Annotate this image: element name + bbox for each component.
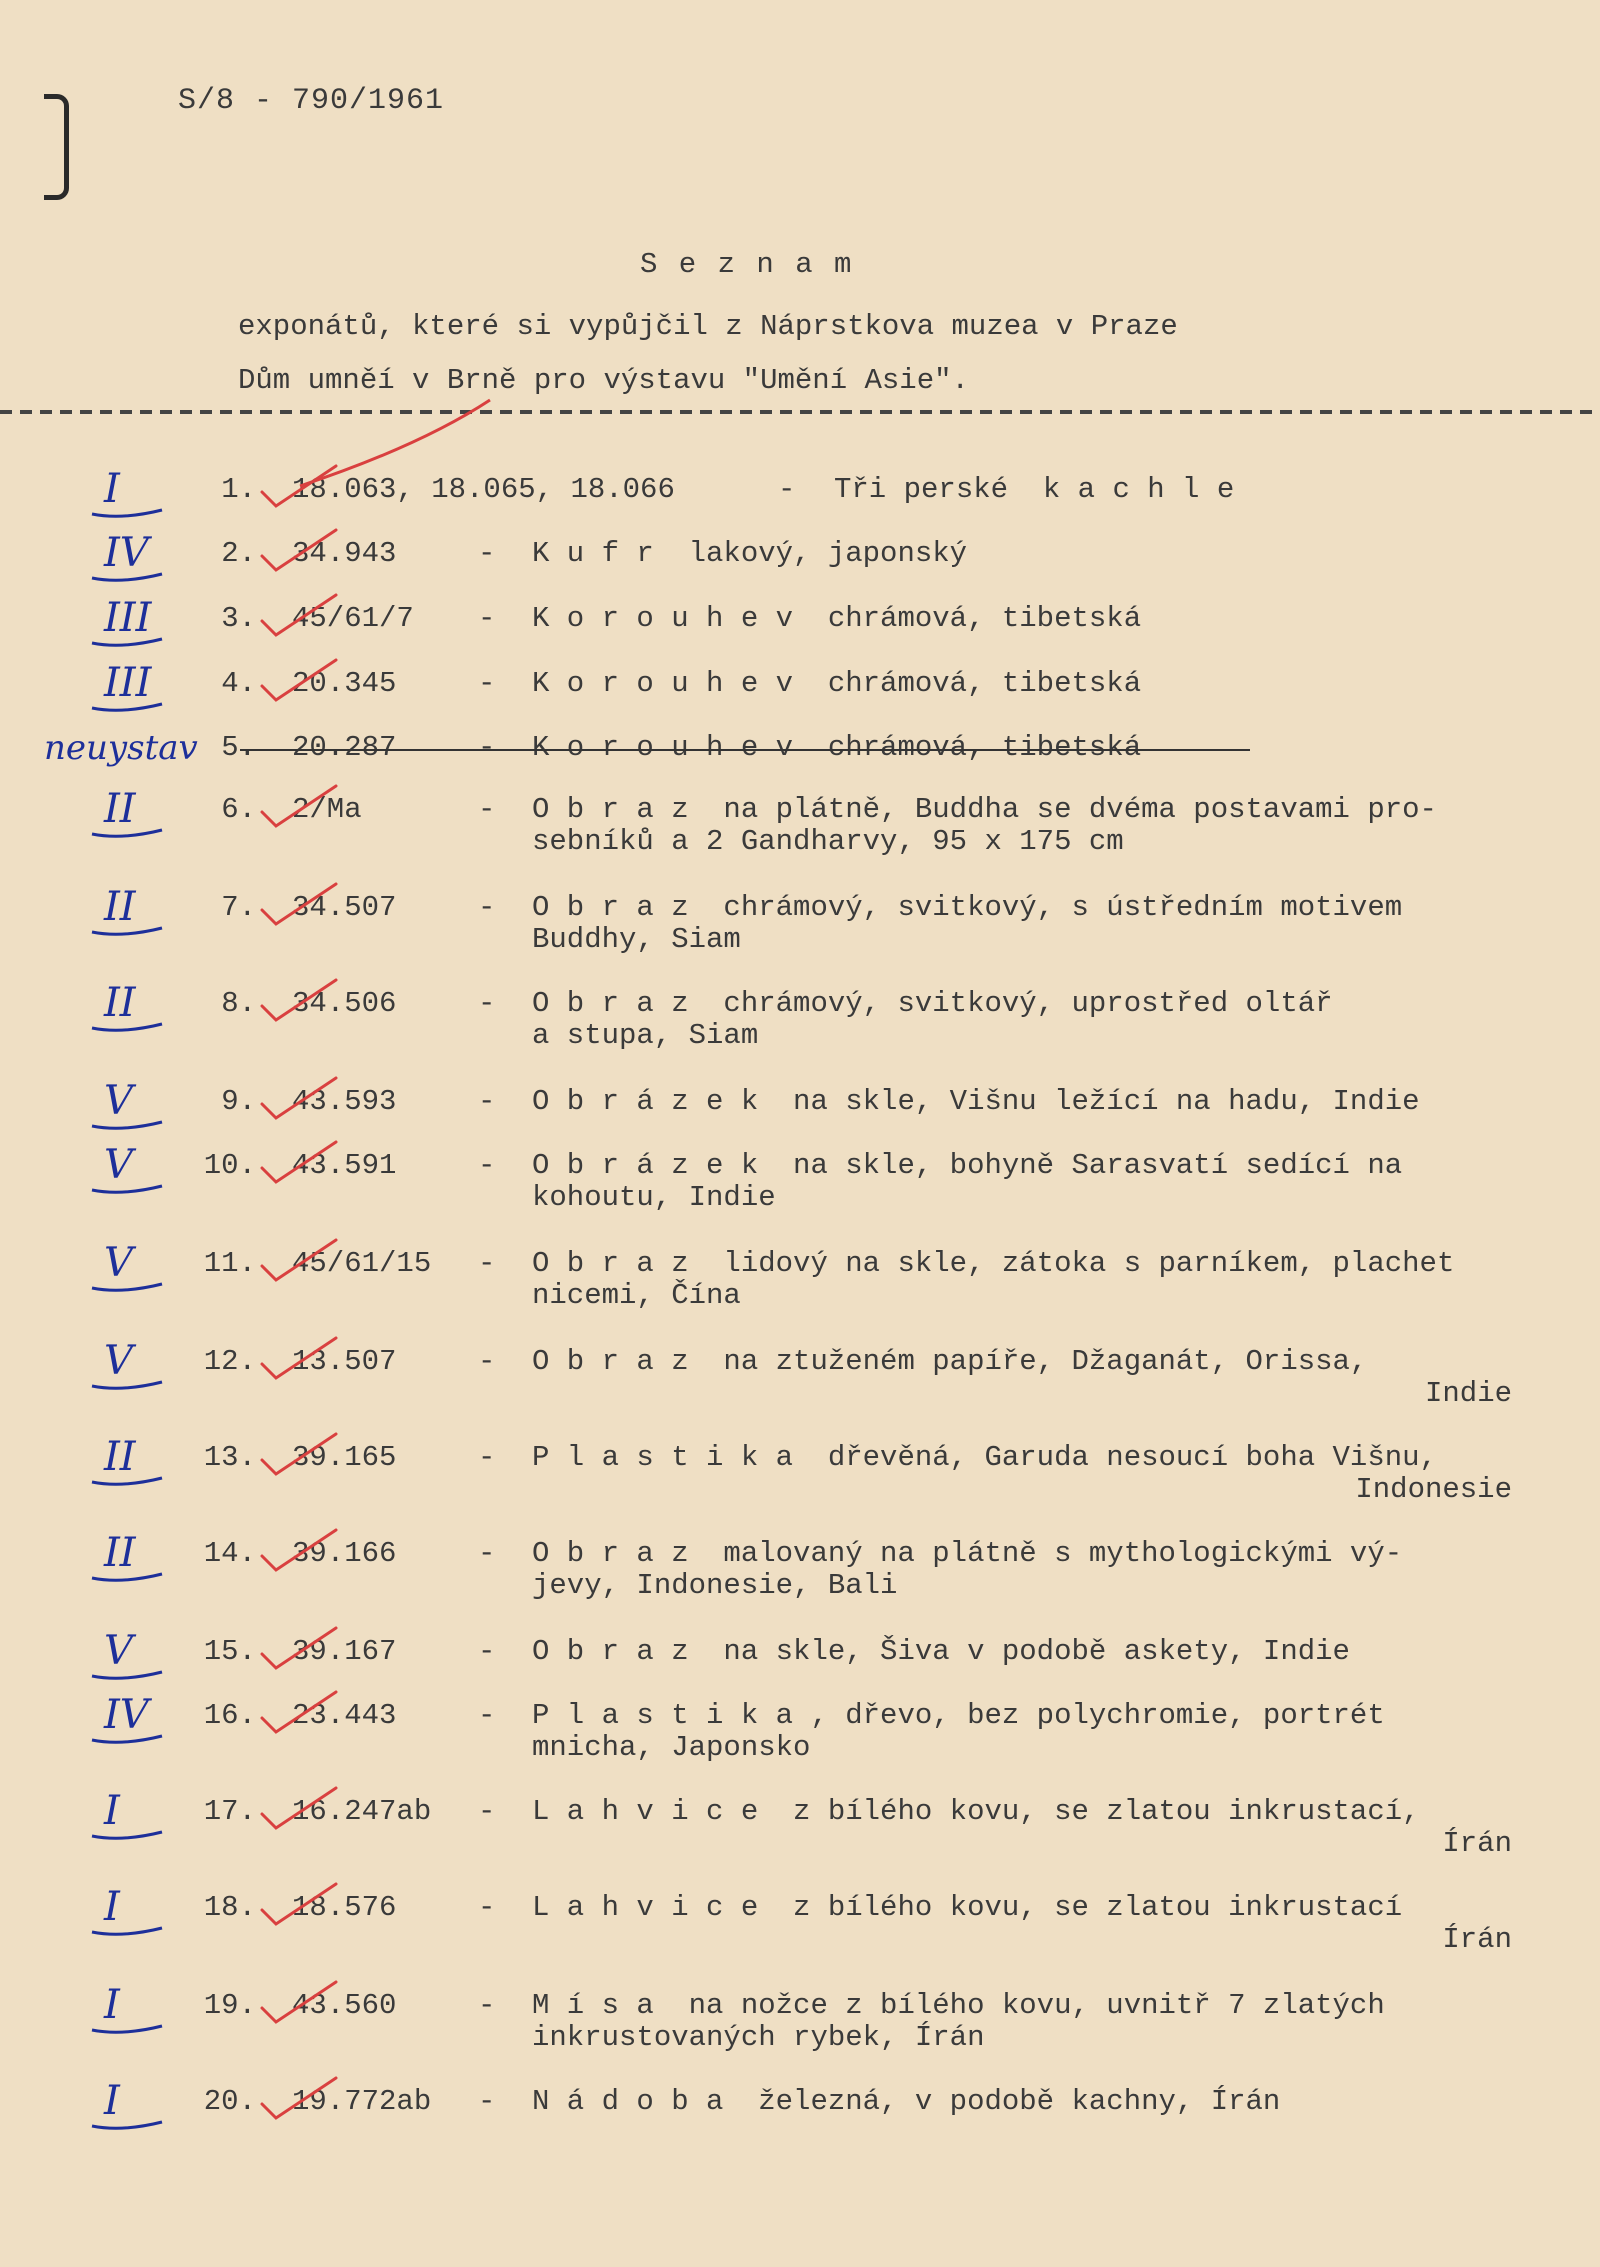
item-number: 19.: [203, 1989, 256, 2022]
mark-underline: [92, 639, 162, 645]
location-mark: IV: [104, 530, 149, 576]
location-mark: I: [104, 1982, 120, 2028]
item-number: 7.: [221, 891, 256, 924]
item-description: [532, 892, 1592, 956]
inventory-number: 39.167: [292, 1635, 397, 1668]
item-number: 9.: [221, 1085, 256, 1118]
description-line-2: Indonesie: [1355, 1473, 1512, 1506]
separator-dash: -: [478, 891, 496, 924]
mark-underline: [92, 1574, 162, 1580]
mark-underline: [92, 1832, 162, 1838]
location-mark: II: [104, 1434, 136, 1480]
separator-dash: -: [478, 1795, 496, 1828]
description-line-2: nicemi, Čína: [532, 1279, 741, 1312]
item-description: [532, 794, 1592, 858]
description-line-1: P l a s t i k a dřevěná, Garuda nesoucí boha Višnu,: [532, 1441, 1437, 1474]
location-mark: I: [104, 2078, 120, 2124]
binder-clip-icon: [44, 94, 69, 200]
item-description: [532, 538, 1592, 570]
mark-underline: [92, 1186, 162, 1192]
separator-dash: -: [478, 1891, 496, 1924]
mark-underline: [92, 704, 162, 710]
location-mark: III: [104, 595, 152, 641]
item-description: [834, 474, 1600, 506]
item-description: [532, 1700, 1592, 1764]
inventory-number: 19.772ab: [292, 2085, 432, 2118]
item-number: 5.: [221, 731, 256, 764]
divider: [0, 410, 1600, 414]
location-mark: I: [104, 466, 120, 512]
item-description: [532, 1990, 1592, 2054]
separator-dash: -: [478, 1537, 496, 1570]
separator-dash: -: [478, 731, 496, 764]
separator-dash: -: [478, 667, 496, 700]
separator-dash: -: [478, 1345, 496, 1378]
location-mark: I: [104, 1788, 120, 1834]
item-description: [532, 1086, 1592, 1118]
description-line-2: Buddhy, Siam: [532, 923, 741, 956]
description-line-2: Írán: [1442, 1827, 1512, 1860]
description-line-2: sebníků a 2 Gandharvy, 95 x 175 cm: [532, 825, 1124, 858]
item-description: [532, 1892, 1592, 1956]
item-description: [532, 1796, 1592, 1860]
mark-underline: [92, 1122, 162, 1128]
separator-dash: -: [478, 1635, 496, 1668]
description-line-2: mnicha, Japonsko: [532, 1731, 811, 1764]
inventory-number: 20.345: [292, 667, 397, 700]
inventory-number: 18.576: [292, 1891, 397, 1924]
item-number: 16.: [203, 1699, 256, 1732]
inventory-number: 20.287: [292, 731, 397, 764]
subtitle-line-1: exponátů, které si vypůjčil z Náprstkova muzea v Praze: [238, 310, 1178, 343]
mark-underline: [92, 510, 162, 516]
item-description: [532, 1248, 1592, 1312]
description-line-1: O b r a z na skle, Šiva v podobě askety, Indie: [532, 1635, 1350, 1668]
item-number: 20.: [203, 2085, 256, 2118]
item-number: 10.: [203, 1149, 256, 1182]
separator-dash: -: [478, 602, 496, 635]
margin-note: neuystav: [44, 728, 198, 768]
location-mark: II: [104, 980, 136, 1026]
separator-dash: -: [478, 1149, 496, 1182]
mark-underline: [92, 1478, 162, 1484]
item-number: 18.: [203, 1891, 256, 1924]
item-number: 6.: [221, 793, 256, 826]
item-number: 8.: [221, 987, 256, 1020]
item-number: 1.: [221, 473, 256, 506]
description-line-1: L a h v i c e z bílého kovu, se zlatou inkrustací,: [532, 1795, 1420, 1828]
inventory-number: 39.166: [292, 1537, 397, 1570]
description-line-2: jevy, Indonesie, Bali: [532, 1569, 898, 1602]
separator-dash: -: [478, 2085, 496, 2118]
location-mark: III: [104, 660, 152, 706]
item-number: 14.: [203, 1537, 256, 1570]
description-line-1: O b r á z e k na skle, bohyně Sarasvatí sedící na: [532, 1149, 1403, 1182]
description-line-2: Írán: [1442, 1923, 1512, 1956]
mark-underline: [92, 1284, 162, 1290]
separator-dash: -: [478, 987, 496, 1020]
description-line-1: O b r a z chrámový, svitkový, s ústředním motivem: [532, 891, 1403, 924]
description-line-1: O b r a z malovaný na plátně s mythologickými vý-: [532, 1537, 1403, 1570]
description-line-1: Tři perské k a c h l e: [834, 473, 1235, 506]
location-mark: II: [104, 786, 136, 832]
item-number: 13.: [203, 1441, 256, 1474]
item-description: [532, 668, 1592, 700]
subtitle-line-2: Dům umněí v Brně pro výstavu "Umění Asie".: [238, 364, 969, 397]
inventory-number: 45/61/7: [292, 602, 414, 635]
location-mark: V: [104, 1142, 133, 1188]
item-number: 17.: [203, 1795, 256, 1828]
description-line-1: K o r o u h e v chrámová, tibetská: [532, 602, 1142, 635]
description-line-1: O b r a z chrámový, svitkový, uprostřed oltář: [532, 987, 1333, 1020]
location-mark: II: [104, 884, 136, 930]
separator-dash: -: [478, 793, 496, 826]
inventory-number: 16.247ab: [292, 1795, 432, 1828]
separator-dash: -: [478, 1441, 496, 1474]
location-mark: V: [104, 1240, 133, 1286]
reference-number: S/8 - 790/1961: [178, 84, 445, 118]
description-line-2: Indie: [1424, 1377, 1512, 1410]
separator-dash: -: [478, 1699, 496, 1732]
mark-underline: [92, 1382, 162, 1388]
description-line-1: O b r a z na plátně, Buddha se dvéma postavami pro-: [532, 793, 1437, 826]
mark-underline: [92, 2122, 162, 2128]
item-description: [532, 1346, 1592, 1410]
separator-dash: -: [478, 1247, 496, 1280]
inventory-number: 34.507: [292, 891, 397, 924]
mark-underline: [92, 928, 162, 934]
mark-underline: [92, 574, 162, 580]
separator-dash: -: [478, 1989, 496, 2022]
inventory-number: 34.943: [292, 537, 397, 570]
inventory-number: 43.593: [292, 1085, 397, 1118]
mark-underline: [92, 1024, 162, 1030]
location-mark: I: [104, 1884, 120, 1930]
mark-underline: [92, 830, 162, 836]
location-mark: IV: [104, 1692, 149, 1738]
item-description: [532, 732, 1592, 764]
item-number: 4.: [221, 667, 256, 700]
item-description: [532, 603, 1592, 635]
inventory-number: 34.506: [292, 987, 397, 1020]
item-description: [532, 1442, 1592, 1506]
description-line-1: K o r o u h e v chrámová, tibetská: [532, 667, 1142, 700]
description-line-2: a stupa, Siam: [532, 1019, 759, 1052]
description-line-1: M í s a na nožce z bílého kovu, uvnitř 7 zlatých: [532, 1989, 1385, 2022]
inventory-number: 18.063, 18.065, 18.066: [292, 473, 675, 506]
item-description: [532, 1150, 1592, 1214]
item-description: [532, 1538, 1592, 1602]
location-mark: V: [104, 1338, 133, 1384]
description-line-1: P l a s t i k a , dřevo, bez polychromie, portrét: [532, 1699, 1385, 1732]
inventory-number: 2/Ma: [292, 793, 362, 826]
mark-underline: [92, 2026, 162, 2032]
item-number: 11.: [203, 1247, 256, 1280]
item-number: 3.: [221, 602, 256, 635]
inventory-number: 43.591: [292, 1149, 397, 1182]
description-line-1: O b r a z lidový na skle, zátoka s parníkem, plachet: [532, 1247, 1455, 1280]
inventory-number: 23.443: [292, 1699, 397, 1732]
item-description: [532, 2086, 1592, 2118]
separator-dash: -: [478, 537, 496, 570]
location-mark: V: [104, 1078, 133, 1124]
description-line-1: L a h v i c e z bílého kovu, se zlatou inkrustací: [532, 1891, 1403, 1924]
description-line-1: O b r á z e k na skle, Višnu ležící na hadu, Indie: [532, 1085, 1420, 1118]
description-line-2: inkrustovaných rybek, Írán: [532, 2021, 985, 2054]
description-line-2: kohoutu, Indie: [532, 1181, 776, 1214]
item-number: 12.: [203, 1345, 256, 1378]
description-line-1: K o r o u h e v chrámová, tibetská: [532, 731, 1142, 764]
item-description: [532, 988, 1592, 1052]
description-line-1: O b r a z na ztuženém papíře, Džaganát, Orissa,: [532, 1345, 1368, 1378]
item-number: 15.: [203, 1635, 256, 1668]
item-number: 2.: [221, 537, 256, 570]
page-title: S e z n a m: [640, 248, 854, 281]
inventory-number: 39.165: [292, 1441, 397, 1474]
location-mark: II: [104, 1530, 136, 1576]
location-mark: V: [104, 1628, 133, 1674]
inventory-number: 13.507: [292, 1345, 397, 1378]
mark-underline: [92, 1672, 162, 1678]
inventory-number: 43.560: [292, 1989, 397, 2022]
item-description: [532, 1636, 1592, 1668]
separator-dash: -: [478, 1085, 496, 1118]
description-line-1: K u f r lakový, japonský: [532, 537, 968, 570]
description-line-1: N á d o b a železná, v podobě kachny, Írán: [532, 2085, 1281, 2118]
mark-underline: [92, 1736, 162, 1742]
separator-dash: -: [778, 473, 796, 506]
inventory-number: 45/61/15: [292, 1247, 432, 1280]
mark-underline: [92, 1928, 162, 1934]
